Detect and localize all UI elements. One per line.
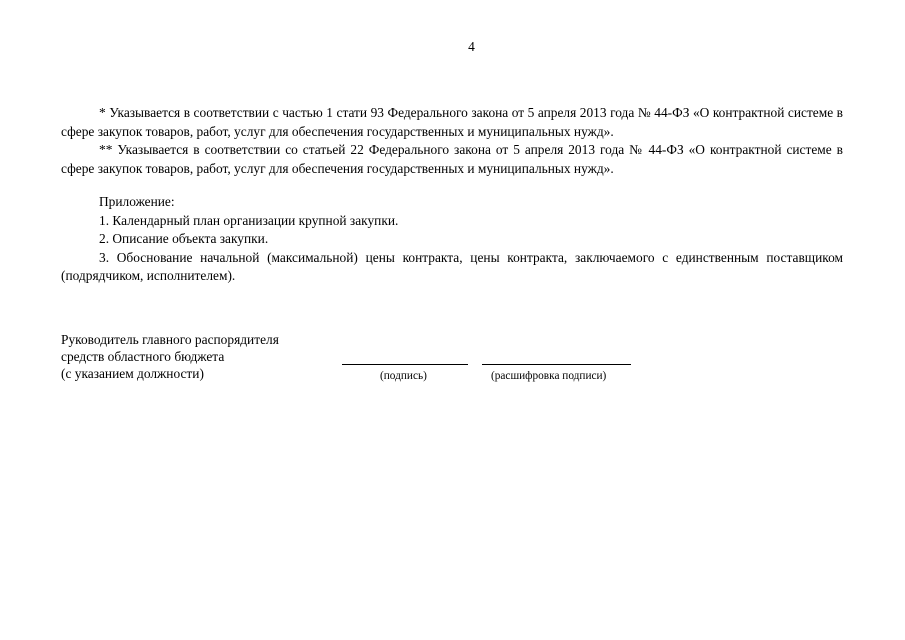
signatory-line-2: средств областного бюджета [61,349,225,364]
signatory-title [61,331,279,382]
decoding-line [482,364,631,365]
footnote-2: ** Указывается в соответствии со статьей 22 Федерального закона от 5 апреля 2013 года № 44-ФЗ «О контрактной системе в сфере закупок товаров, работ, услуг для обеспечения государственных и муниципальных нужд». [61,142,843,176]
signature-caption: (подпись) [380,370,427,382]
appendix-item-2: 2. Описание объекта закупки. [99,231,269,246]
signatory-line-1: Руководитель главного распорядителя [61,332,279,347]
appendix-item-1: 1. Календарный план организации крупной закупки. [99,212,399,228]
decoding-caption: (расшифровка подписи) [491,370,607,382]
appendix-item-3: 3. Обоснование начальной (максимальной) цены контракта, цены контракта, заключаемого с единственным поставщиком (подрядчиком, исполнителем). [61,249,843,283]
appendix [61,193,843,286]
signature-line [342,364,468,365]
page-number: 4 [468,39,475,54]
footnote-1: * Указывается в соответствии с частью 1 стати 93 Федерального закона от 5 апреля 2013 года № 44-ФЗ «О контрактной системе в сфере закупок товаров, работ, услуг для обеспечения государственных и муниципальных нужд». [61,105,843,139]
signatory-line-3: (с указанием должности) [61,366,204,381]
appendix-heading: Приложение: [99,194,175,209]
footnotes [61,104,843,178]
